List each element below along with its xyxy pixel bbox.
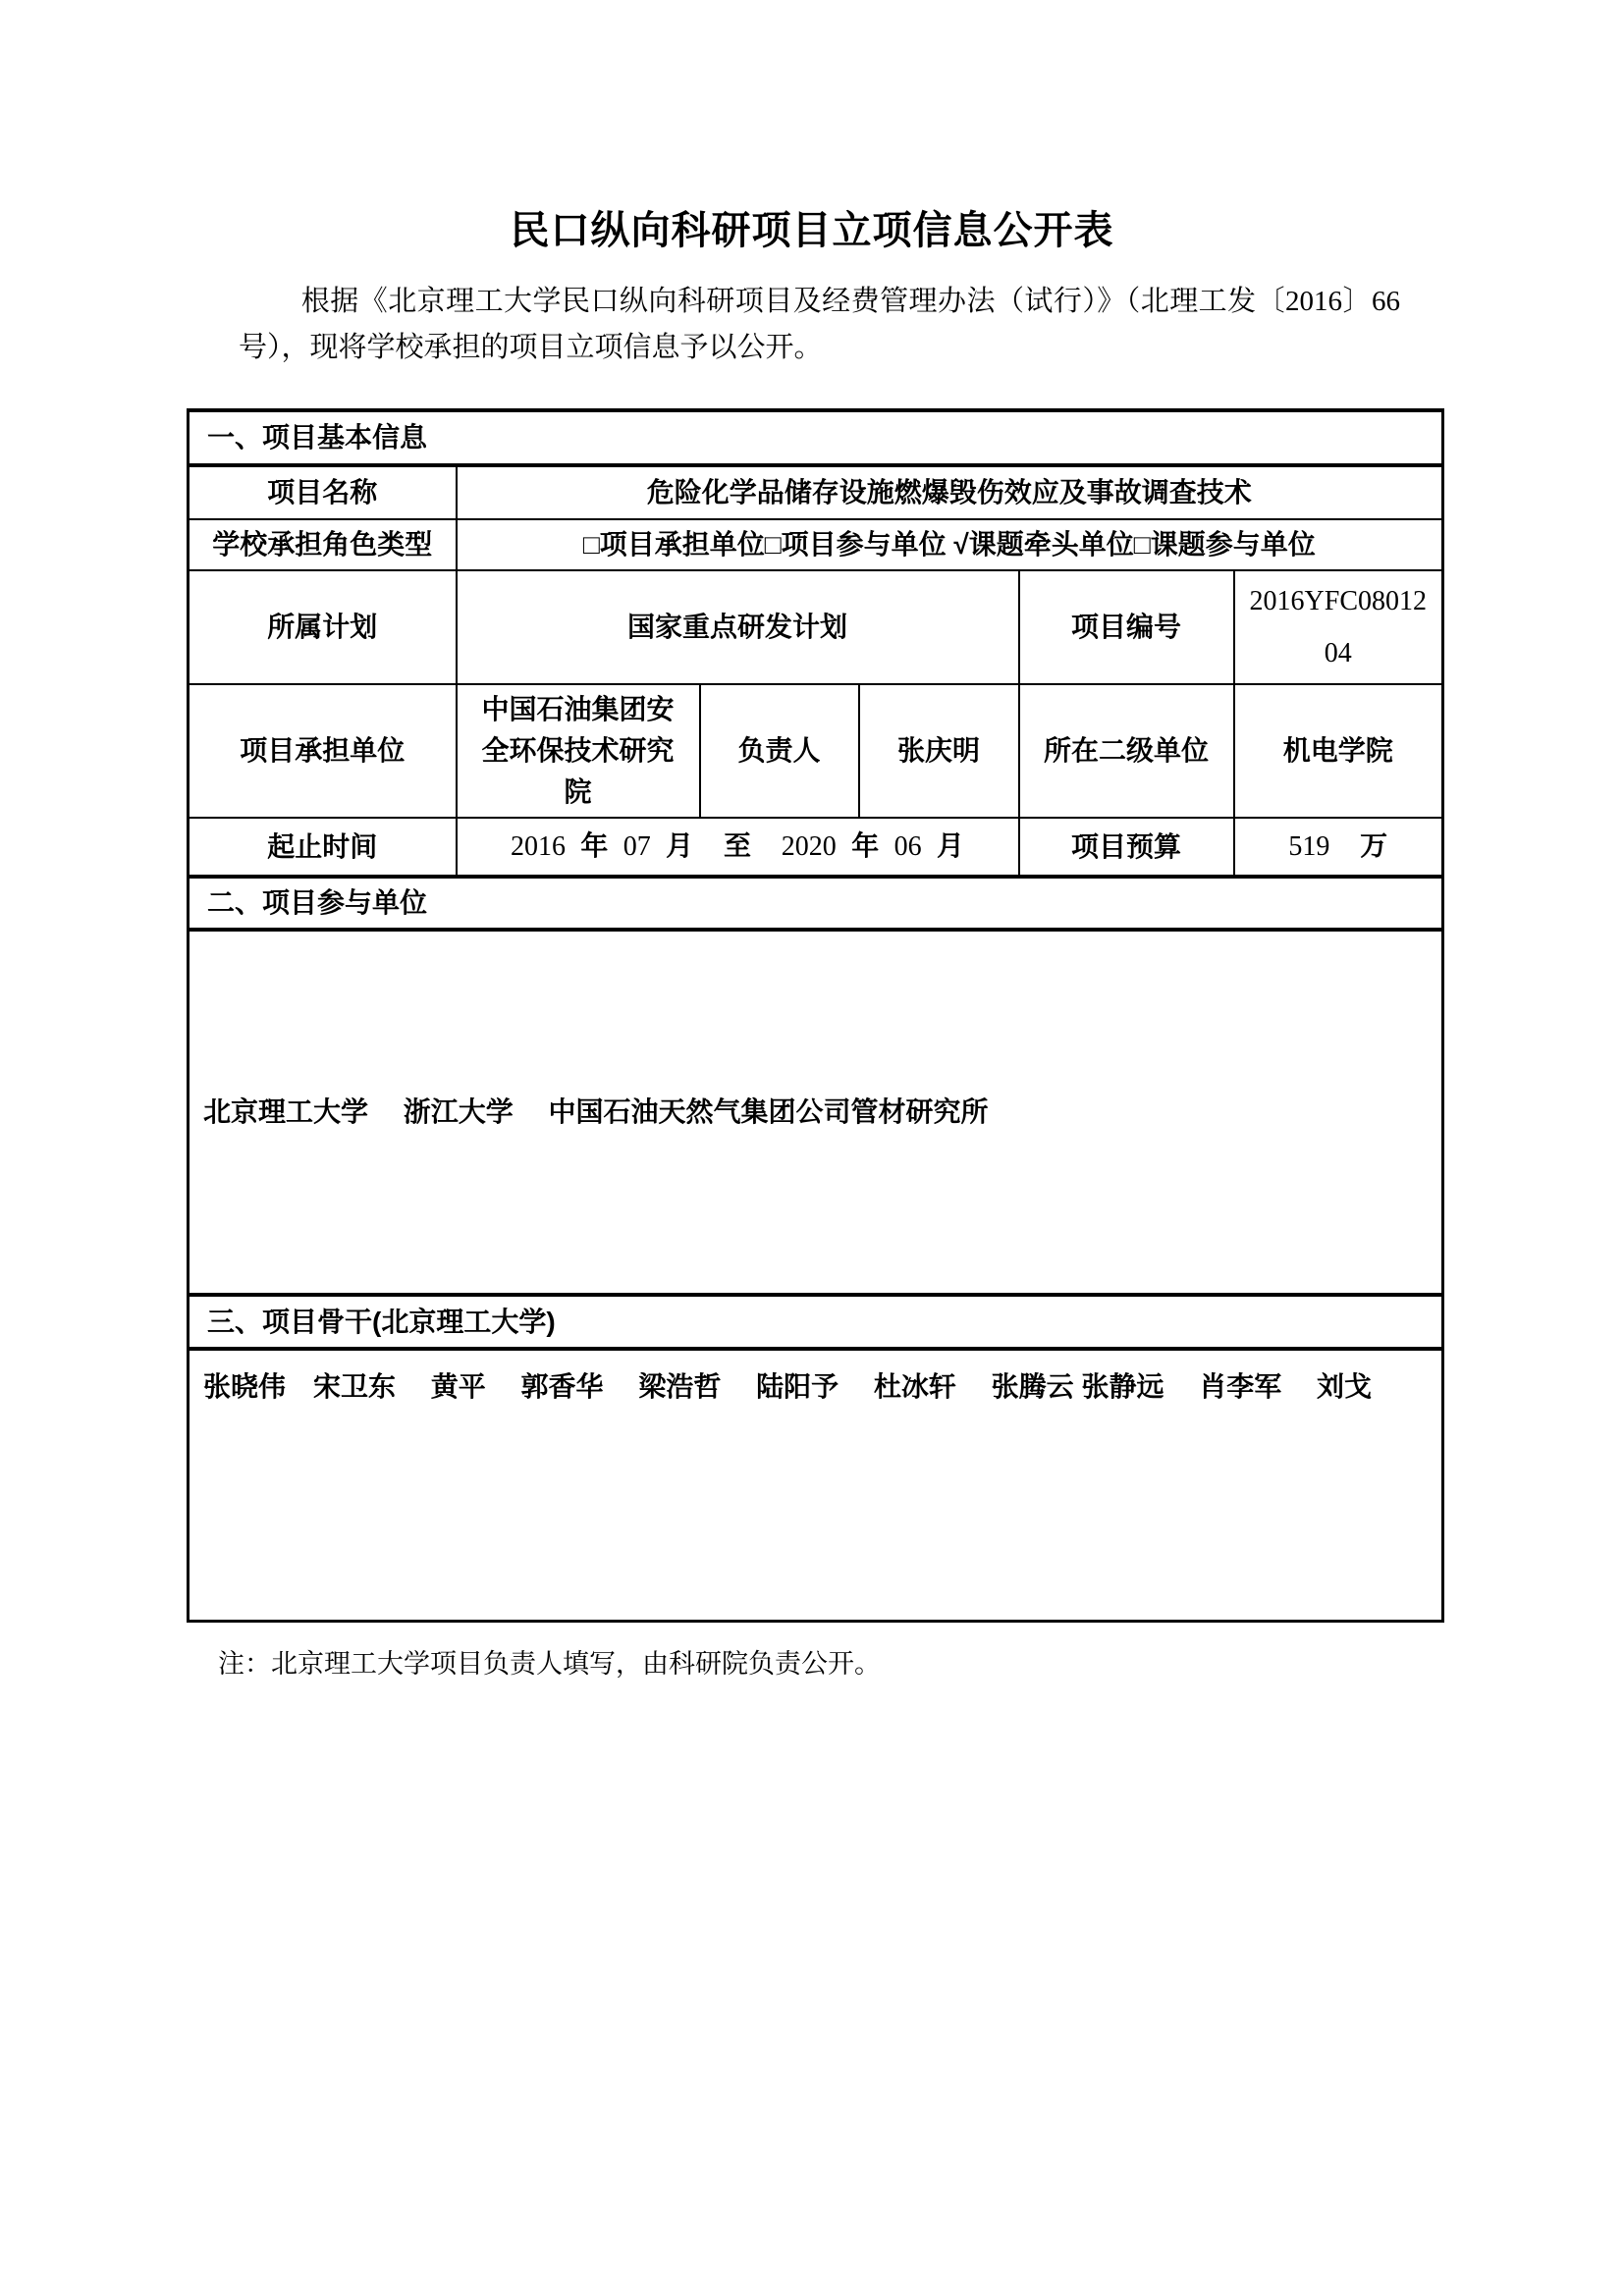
duration-end-year: 2020 [781,831,837,863]
duration-row [189,818,1443,877]
plan-row [189,570,1443,684]
project-no-label: 项目编号 [1019,570,1234,684]
leader-value: 张庆明 [859,684,1019,818]
duration-value [457,818,1019,877]
duration-month-cn-1: 月 [666,830,694,862]
participants-row [189,930,1443,1295]
undertaker-label: 项目承担单位 [189,684,457,818]
section1-header-row [189,410,1443,465]
duration-year-cn-1: 年 [580,830,609,862]
budget-unit: 万 [1360,830,1388,862]
budget-value [1234,818,1443,877]
participants-value: 北京理工大学 浙江大学 中国石油天然气集团公司管材研究所 [189,930,1443,1295]
duration-end-month: 06 [893,831,922,863]
duration-month-cn-2: 月 [936,830,964,862]
undertaker-row [189,684,1443,818]
secondary-unit-label: 所在二级单位 [1019,684,1234,818]
project-name-row [189,465,1443,519]
footer-note: 注：北京理工大学项目负责人填写，由科研院负责公开。 [218,1648,881,1679]
backbone-members-value: 张晓伟 宋卫东 黄平 郭香华 梁浩哲 陆阳予 杜冰轩 张腾云 张静远 肖李军 刘戈 [189,1349,1443,1621]
section3-header: 三、项目骨干(北京理工大学) [189,1295,1443,1349]
section1-header: 一、项目基本信息 [189,410,1443,465]
project-name-value: 危险化学品储存设施燃爆毁伤效应及事故调查技术 [457,465,1443,519]
leader-label: 负责人 [700,684,859,818]
page-title: 民口纵向科研项目立项信息公开表 [510,209,1114,252]
role-type-row [189,519,1443,570]
duration-start-year: 2016 [510,831,566,863]
section2-header: 二、项目参与单位 [189,877,1443,930]
project-no-value: 2016YFC0801204 [1234,570,1443,684]
duration-to: 至 [723,830,751,862]
section2-header-row [189,877,1443,930]
role-type-value: □项目承担单位□项目参与单位 √课题牵头单位□课题参与单位 [457,519,1443,570]
project-name-label: 项目名称 [189,465,457,519]
plan-label: 所属计划 [189,570,457,684]
duration-year-cn-2: 年 [851,830,880,862]
plan-value: 国家重点研发计划 [457,570,1019,684]
role-type-label: 学校承担角色类型 [189,519,457,570]
undertaker-value: 中国石油集团安全环保技术研究院 [457,684,700,818]
section3-header-row [189,1295,1443,1349]
intro-paragraph: 根据《北京理工大学民口纵向科研项目及经费管理办法（试行）》（北理工发〔2016〕66 号），现将学校承担的项目立项信息予以公开。 [239,286,1400,363]
duration-label: 起止时间 [189,818,457,877]
backbone-row [189,1349,1443,1621]
duration-start-month: 07 [623,831,651,863]
budget-number: 519 [1288,831,1330,863]
budget-label: 项目预算 [1019,818,1234,877]
secondary-unit-value: 机电学院 [1234,684,1443,818]
project-info-table [187,408,1444,1623]
